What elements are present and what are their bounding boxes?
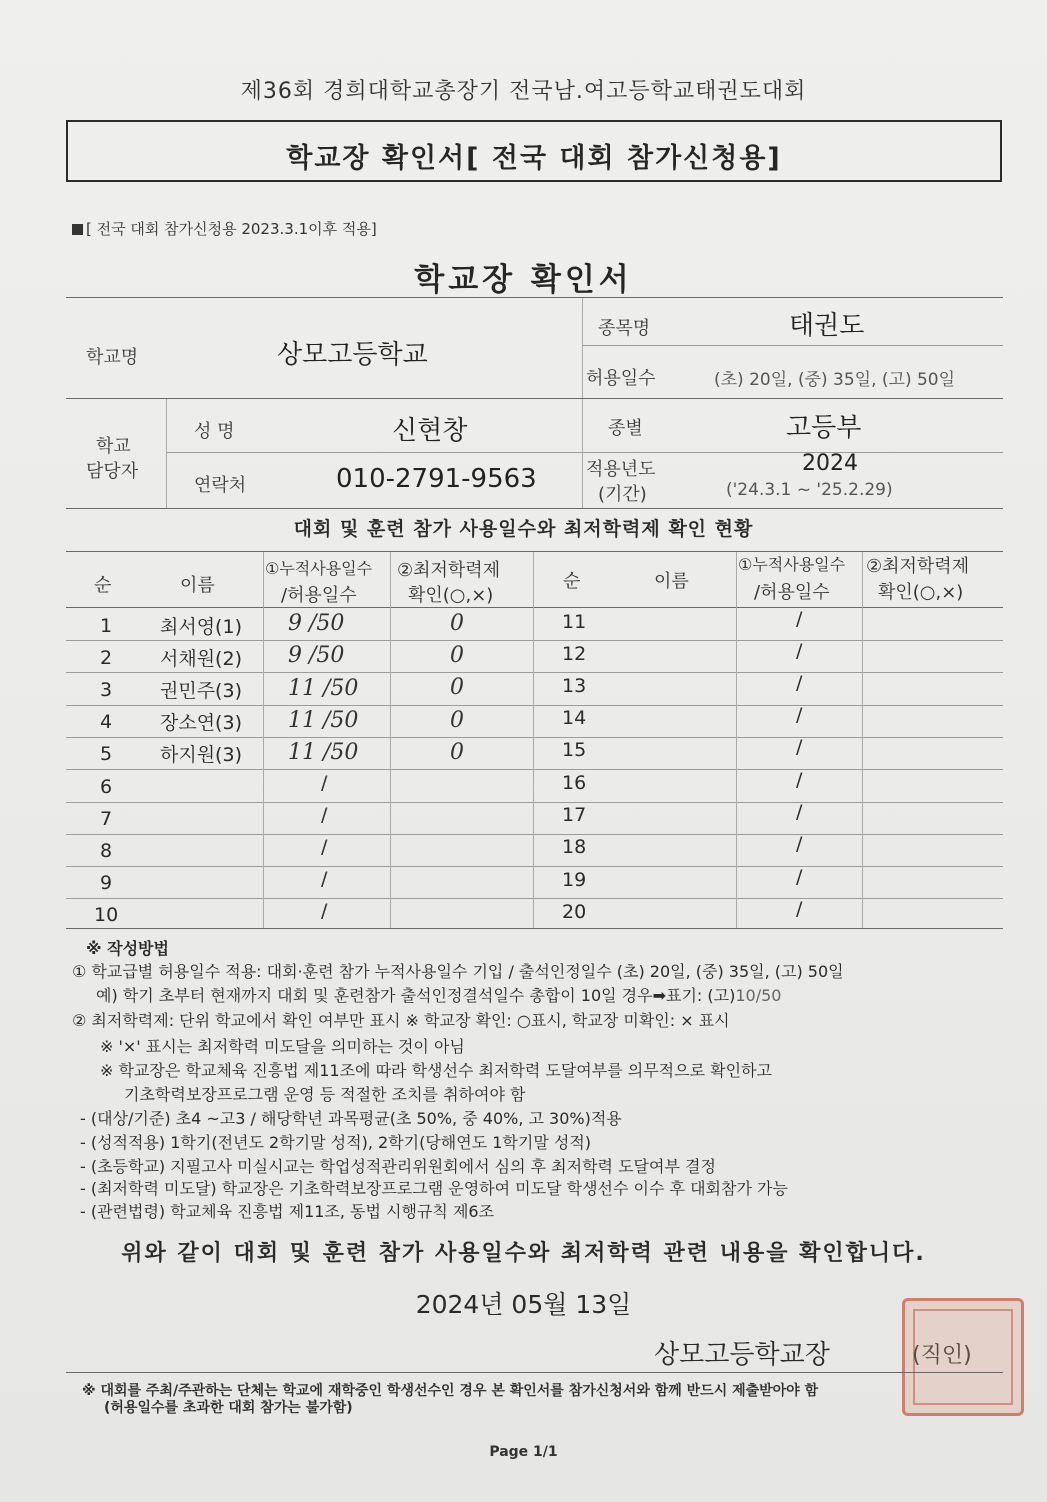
name-label: 성 명 bbox=[194, 421, 235, 442]
row-no: 4 bbox=[100, 711, 113, 733]
divider bbox=[533, 552, 534, 928]
divider bbox=[66, 398, 1003, 399]
notice-text: [ 전국 대회 참가신청용 2023.3.1이후 적용] bbox=[86, 220, 377, 238]
note-3: ※ '×' 표시는 최저학력 미도달을 의미하는 것이 아님 bbox=[100, 1037, 465, 1056]
divider bbox=[582, 399, 583, 508]
col-header-no: 순 bbox=[563, 571, 581, 592]
confirmation-statement: 위와 같이 대회 및 훈련 참가 사용일수와 최저학력 관련 내용을 확인합니다. bbox=[121, 1241, 926, 1266]
page-number: Page 1/1 bbox=[489, 1444, 558, 1460]
col-header-no: 순 bbox=[94, 575, 112, 596]
allowed-days-label: 허용일수 bbox=[586, 368, 656, 389]
note-1-example bbox=[96, 983, 781, 1006]
days-slash: / bbox=[796, 769, 803, 791]
staff-label-1: 학교 bbox=[96, 436, 131, 457]
divider bbox=[736, 552, 737, 928]
year-label-sub: (기간) bbox=[598, 484, 647, 505]
row-no: 12 bbox=[562, 643, 587, 665]
note-1-example-value: 10/50 bbox=[735, 986, 782, 1005]
divider bbox=[166, 399, 167, 508]
note-4-cont: 기초학력보장프로그램 운영 등 적절한 조치를 취하여야 함 bbox=[124, 1085, 526, 1104]
divider bbox=[66, 508, 1003, 509]
row-no: 19 bbox=[562, 869, 587, 891]
event-title: 제36회 경희대학교총장기 전국남.여고등학교태권도대회 bbox=[240, 79, 807, 104]
days-slash: / bbox=[796, 833, 803, 855]
row-no: 3 bbox=[100, 679, 113, 701]
days-used: 9 /50 bbox=[288, 643, 345, 668]
days-slash: / bbox=[796, 736, 803, 758]
square-bullet-icon bbox=[72, 224, 83, 235]
row-no: 20 bbox=[562, 901, 587, 923]
row-no: 8 bbox=[100, 840, 113, 862]
school-label: 학교명 bbox=[86, 347, 139, 368]
row-no: 5 bbox=[100, 743, 113, 765]
divider bbox=[66, 1372, 1003, 1373]
row-no: 9 bbox=[100, 872, 113, 894]
divider bbox=[390, 552, 391, 928]
days-slash: / bbox=[321, 836, 328, 858]
days-slash: / bbox=[796, 866, 803, 888]
divider bbox=[263, 552, 264, 928]
min-check: 0 bbox=[450, 611, 464, 636]
row-no: 15 bbox=[562, 739, 587, 761]
min-check: 0 bbox=[450, 708, 464, 733]
note-1: ① 학교급별 허용일수 적용: 대회·훈련 참가 누적사용일수 기입 / 출석인정일수 (초) 20일, (중) 35일, (고) 50일 bbox=[72, 962, 844, 981]
year-label: 적용년도 bbox=[586, 459, 656, 480]
principal-signature: 상모고등학교장 bbox=[654, 1340, 830, 1370]
row-no: 14 bbox=[562, 707, 587, 729]
detail-3: - (초등학교) 지필고사 미실시교는 학업성적관리위원회에서 심의 후 최저학력 도달여부 결정 bbox=[80, 1157, 716, 1176]
form-title-box bbox=[66, 120, 1002, 182]
detail-4: - (최저학력 미도달) 학교장은 기초학력보장프로그램 운영하여 미도달 학생선수 이수 후 대회참가 가능 bbox=[80, 1179, 788, 1198]
signature-date: 2024년 05월 13일 bbox=[415, 1290, 632, 1319]
detail-5: - (관련법령) 학교체육 진흥법 제11조, 동법 시행규칙 제6조 bbox=[80, 1202, 495, 1221]
row-no: 11 bbox=[562, 611, 587, 633]
footnote-cont: (허용일수를 초과한 대회 참가는 불가함) bbox=[104, 1400, 353, 1416]
applicability-notice bbox=[72, 218, 377, 239]
divider bbox=[66, 928, 1003, 929]
note-4: ※ 학교장은 학교체육 진흥법 제11조에 따라 학생선수 최저학력 도달여부를 의무적으로 확인하고 bbox=[100, 1061, 772, 1080]
col-header-min: ②최저학력제 bbox=[397, 560, 501, 581]
col-header-days: ①누적사용일수 bbox=[738, 555, 846, 574]
days-slash: / bbox=[796, 608, 803, 630]
days-used: 11 /50 bbox=[288, 708, 359, 733]
min-check: 0 bbox=[450, 675, 464, 700]
days-used: 11 /50 bbox=[288, 676, 359, 701]
detail-2: - (성적적용) 1학기(전년도 2학기말 성적), 2학기(당해연도 1학기말 성적) bbox=[80, 1133, 592, 1152]
col-header-min-sub: 확인(○,×) bbox=[878, 582, 964, 603]
row-no: 2 bbox=[100, 647, 113, 669]
col-header-min: ②최저학력제 bbox=[866, 556, 970, 577]
notes-heading: ※ 작성방법 bbox=[86, 939, 169, 958]
main-title: 학교장 확인서 bbox=[414, 262, 633, 298]
contact-label: 연락처 bbox=[194, 475, 247, 496]
row-no: 17 bbox=[562, 804, 587, 826]
min-check: 0 bbox=[450, 643, 464, 668]
col-header-days-sub: /허용일수 bbox=[754, 582, 830, 603]
divider bbox=[582, 345, 1003, 346]
row-no: 6 bbox=[100, 776, 113, 798]
divider bbox=[862, 552, 863, 928]
contact-value: 010-2791-9563 bbox=[336, 464, 537, 494]
days-slash: / bbox=[321, 804, 328, 826]
col-header-days: ①누적사용일수 bbox=[265, 559, 373, 578]
row-no: 7 bbox=[100, 808, 113, 830]
days-slash: / bbox=[796, 672, 803, 694]
days-slash: / bbox=[321, 868, 328, 890]
event-value: 태권도 bbox=[789, 311, 865, 341]
days-used: 11 /50 bbox=[288, 740, 359, 765]
days-slash: / bbox=[796, 898, 803, 920]
col-header-days-sub: /허용일수 bbox=[281, 585, 357, 606]
col-header-name: 이름 bbox=[654, 571, 689, 592]
form-title: 학교장 확인서[ 전국 대회 참가신청용] bbox=[286, 143, 782, 174]
division-value: 고등부 bbox=[786, 413, 862, 443]
days-used: 9 /50 bbox=[288, 611, 345, 636]
student-name: 하지원(3) bbox=[160, 744, 242, 766]
year-period: ('24.3.1 ~ '25.2.29) bbox=[726, 480, 893, 500]
row-no: 13 bbox=[562, 675, 587, 697]
col-header-min-sub: 확인(○,×) bbox=[408, 585, 494, 606]
staff-label-2: 담당자 bbox=[86, 461, 139, 482]
note-2: ② 최저학력제: 단위 학교에서 확인 여부만 표시 ※ 학교장 확인: ○표시, 학교장 미확인: × 표시 bbox=[72, 1011, 730, 1030]
year-value: 2024 bbox=[802, 451, 858, 476]
row-no: 1 bbox=[100, 615, 113, 637]
student-name: 최서영(1) bbox=[160, 616, 242, 638]
staff-name-value: 신현창 bbox=[392, 416, 468, 446]
footnote: ※ 대회를 주최/주관하는 단체는 학교에 재학중인 학생선수인 경우 본 확인서를 참가신청서와 함께 반드시 제출받아야 함 bbox=[82, 1383, 819, 1399]
student-name: 서채원(2) bbox=[160, 648, 242, 670]
division-label: 종별 bbox=[608, 418, 643, 439]
row-no: 10 bbox=[94, 904, 119, 926]
min-check: 0 bbox=[450, 740, 464, 765]
student-name: 권민주(3) bbox=[160, 680, 242, 702]
row-no: 16 bbox=[562, 772, 587, 794]
event-label: 종목명 bbox=[598, 318, 651, 339]
allowed-days-value: (초) 20일, (중) 35일, (고) 50일 bbox=[714, 370, 956, 390]
divider bbox=[166, 452, 1003, 453]
seal-label: (직인) bbox=[912, 1343, 972, 1368]
days-slash: / bbox=[796, 704, 803, 726]
days-slash: / bbox=[796, 640, 803, 662]
days-slash: / bbox=[321, 900, 328, 922]
school-value: 상모고등학교 bbox=[277, 340, 428, 370]
divider bbox=[582, 298, 583, 398]
col-header-name: 이름 bbox=[180, 575, 215, 596]
detail-1: - (대상/기준) 초4 ~고3 / 해당학년 과목평균(초 50%, 중 40%, 고 30%)적용 bbox=[80, 1109, 622, 1128]
days-slash: / bbox=[321, 772, 328, 794]
section-heading: 대회 및 훈련 참가 사용일수와 최저학력제 확인 현황 bbox=[293, 518, 754, 540]
divider bbox=[66, 297, 1003, 298]
days-slash: / bbox=[796, 801, 803, 823]
row-no: 18 bbox=[562, 836, 587, 858]
note-1-example-text: 예) 학기 초부터 현재까지 대회 및 훈련참가 출석인정결석일수 총합이 10일 경우➡표기: (고) bbox=[96, 986, 736, 1005]
student-name: 장소연(3) bbox=[160, 712, 242, 734]
